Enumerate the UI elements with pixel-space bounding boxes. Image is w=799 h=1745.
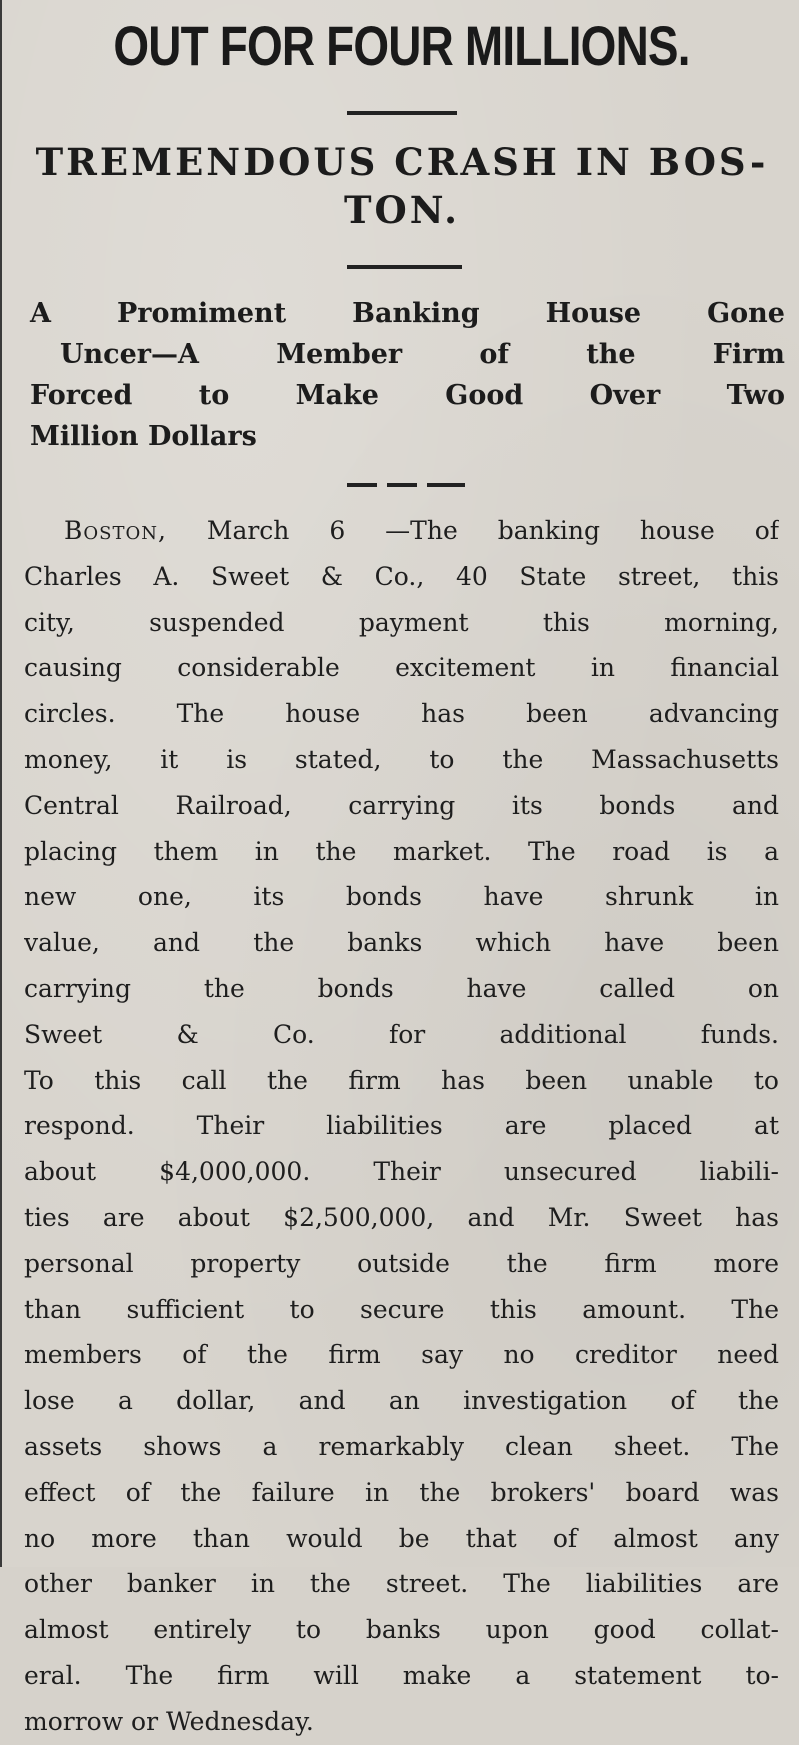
dateline-city: Boston, bbox=[64, 516, 167, 545]
deck-line: Forced to Make Good Over Two bbox=[30, 380, 785, 411]
body-line: money, it is stated, to the Massachusetts bbox=[24, 744, 779, 774]
body-line: placing them in the market. The road is a bbox=[24, 836, 779, 866]
body-line: respond. Their liabilities are placed at bbox=[24, 1111, 779, 1141]
deck bbox=[30, 293, 785, 457]
body-line: causing considerable excitement in financial bbox=[24, 653, 779, 683]
dash-rule bbox=[387, 483, 417, 487]
body-line: no more than would be that of almost any bbox=[24, 1523, 779, 1553]
subhead-text: TREMENDOUS CRASH IN BOS- TON. bbox=[35, 140, 769, 232]
body-line: about $4,000,000. Their unsecured liabili- bbox=[24, 1157, 779, 1187]
body-line: Central Railroad, carrying its bonds and bbox=[24, 790, 779, 820]
deck-line: Uncer—A Member of the Firm bbox=[60, 339, 785, 370]
article-body bbox=[24, 508, 779, 1745]
body-line: other banker in the street. The liabilities are bbox=[24, 1569, 779, 1599]
divider-rule bbox=[347, 111, 457, 115]
body-line: value, and the banks which have been bbox=[24, 928, 779, 958]
body-line: assets shows a remarkably clean sheet. The bbox=[24, 1431, 779, 1461]
body-line: To this call the firm has been unable to bbox=[24, 1065, 779, 1095]
dash-rule bbox=[347, 483, 377, 487]
body-line: morrow or Wednesday. bbox=[24, 1706, 314, 1736]
body-line: lose a dollar, and an investigation of the bbox=[24, 1386, 779, 1416]
subhead bbox=[22, 138, 782, 234]
body-line: March 6 —The banking house of bbox=[166, 516, 779, 545]
divider-rule bbox=[347, 265, 462, 269]
body-line: new one, its bonds have shrunk in bbox=[24, 882, 779, 912]
deck-line: A Promiment Banking House Gone bbox=[30, 298, 785, 329]
body-line: members of the firm say no creditor need bbox=[24, 1340, 779, 1370]
deck-line: Million Dollars bbox=[30, 421, 257, 452]
body-line: eral. The firm will make a statement to- bbox=[24, 1660, 779, 1690]
body-line-first bbox=[24, 508, 779, 554]
dash-rule bbox=[427, 483, 465, 487]
body-line: city, suspended payment this morning, bbox=[24, 607, 779, 637]
body-line: Sweet & Co. for additional funds. bbox=[24, 1019, 779, 1049]
body-line: effect of the failure in the brokers' board was bbox=[24, 1477, 779, 1507]
body-line: Charles A. Sweet & Co., 40 State street, this bbox=[24, 561, 779, 591]
body-line: personal property outside the firm more bbox=[24, 1248, 779, 1278]
body-line: than sufficient to secure this amount. The bbox=[24, 1294, 779, 1324]
body-line: circles. The house has been advancing bbox=[24, 699, 779, 729]
body-line: almost entirely to banks upon good collat- bbox=[24, 1615, 779, 1645]
headline: OUT FOR FOUR MILLIONS. bbox=[113, 14, 690, 77]
body-line: ties are about $2,500,000, and Mr. Sweet has bbox=[24, 1202, 779, 1232]
body-line: carrying the bonds have called on bbox=[24, 973, 779, 1003]
